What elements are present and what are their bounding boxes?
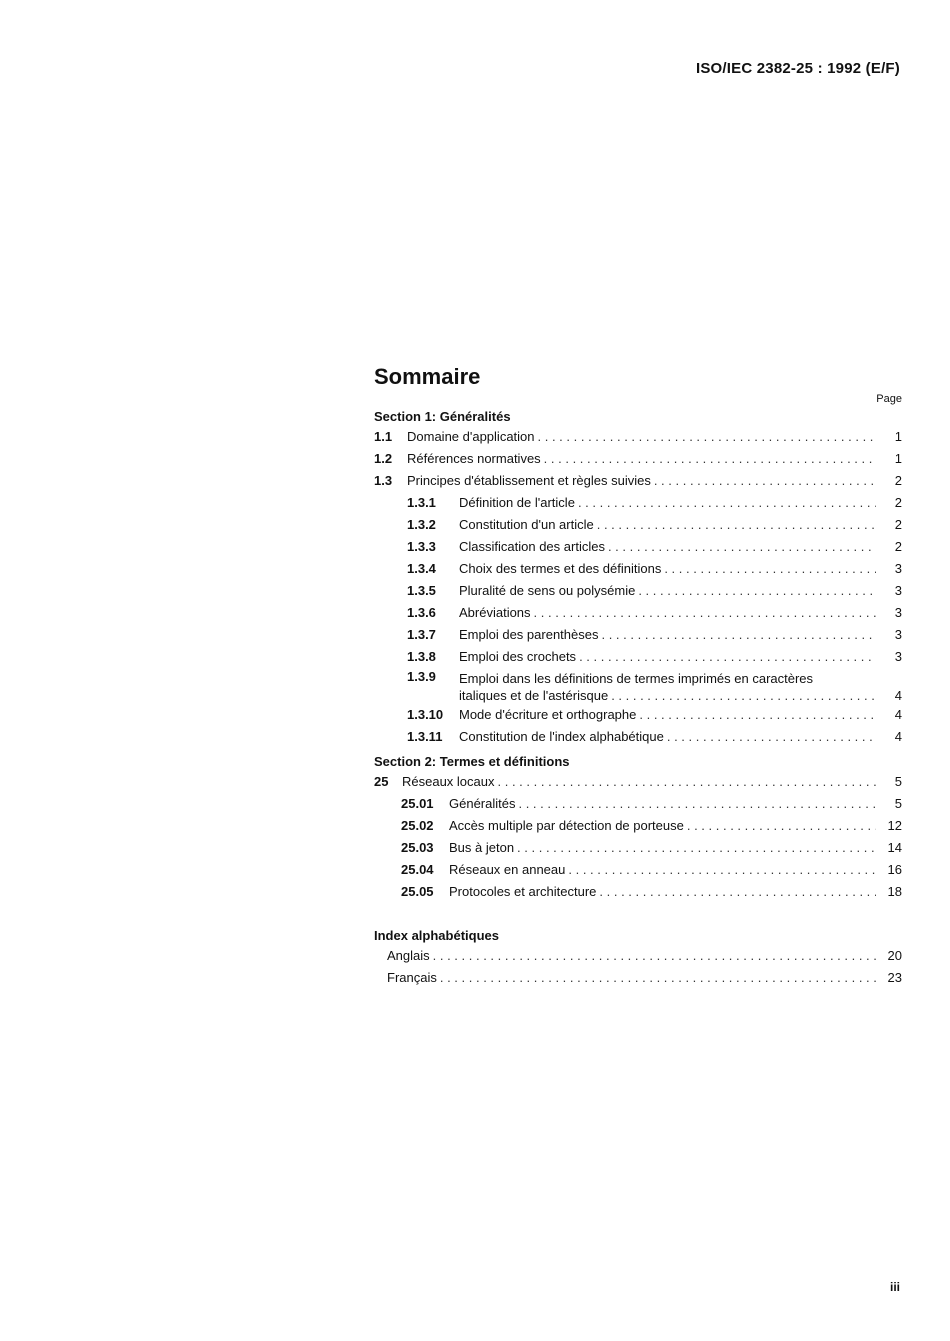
section-heading: Section 1: Généralités [374, 409, 511, 424]
toc-entry[interactable] [374, 668, 902, 704]
toc-entry[interactable] [374, 881, 902, 903]
toc-entry[interactable] [374, 815, 902, 837]
entry-page: 4 [894, 729, 902, 744]
entry-label: Anglais [387, 948, 430, 963]
dot-leader [518, 793, 876, 815]
dot-leader [599, 881, 876, 903]
entry-number: 25.03 [401, 840, 434, 855]
entry-label: Classification des articles [459, 539, 605, 554]
entry-label: Abréviations [459, 605, 531, 620]
entry-label: Bus à jeton [449, 840, 515, 855]
toc-entry[interactable] [374, 945, 902, 967]
toc-entry[interactable] [374, 448, 902, 470]
dot-leader [638, 580, 876, 602]
entry-page: 20 [887, 948, 902, 963]
entry-page: 2 [894, 495, 902, 510]
dot-leader [568, 859, 876, 881]
toc-entry[interactable] [374, 536, 902, 558]
toc-entry[interactable] [374, 859, 902, 881]
entry-number: 1.3.7 [407, 627, 436, 642]
entry-number: 25.02 [401, 818, 434, 833]
entry-page: 3 [894, 561, 902, 576]
entry-label: Références normatives [407, 451, 541, 466]
dot-leader [611, 687, 876, 704]
entry-page: 3 [894, 627, 902, 642]
dot-leader [440, 967, 876, 989]
dot-leader [498, 771, 877, 793]
section-heading: Section 2: Termes et définitions [374, 754, 570, 769]
toc-entry[interactable] [374, 602, 902, 624]
dot-leader [597, 514, 876, 536]
entry-number: 1.3.11 [407, 729, 443, 744]
entry-page: 2 [894, 473, 902, 488]
entry-page: 3 [894, 583, 902, 598]
dot-leader [601, 624, 876, 646]
toc-entry[interactable] [374, 470, 902, 492]
toc-title: Sommaire [374, 364, 481, 389]
entry-number: 25 [374, 774, 389, 789]
entry-page: 4 [894, 707, 902, 722]
toc-entry[interactable] [374, 646, 902, 668]
entry-page: 4 [894, 688, 902, 703]
dot-leader [534, 602, 876, 624]
entry-number: 25.01 [401, 796, 434, 811]
entry-number: 1.3.2 [407, 517, 436, 532]
entry-number: 1.3.6 [407, 605, 436, 620]
dot-leader [608, 536, 876, 558]
entry-page: 2 [894, 517, 902, 532]
entry-page: 1 [894, 429, 902, 444]
entry-number: 1.1 [374, 429, 393, 444]
dot-leader [667, 726, 876, 748]
entry-number: 1.3 [374, 473, 393, 488]
entry-label-line1: Emploi dans les définitions de termes imprimés en caractères [459, 671, 814, 686]
entry-number: 1.3.3 [407, 539, 436, 554]
entry-number: 1.3.4 [407, 561, 436, 576]
entry-label: Réseaux locaux [402, 774, 495, 789]
dot-leader [579, 646, 876, 668]
entry-label: Définition de l'article [459, 495, 575, 510]
entry-page: 3 [894, 649, 902, 664]
entry-page: 5 [894, 796, 902, 811]
page-column-label: Page [876, 393, 902, 405]
toc-entry[interactable] [374, 704, 902, 726]
dot-leader [578, 492, 876, 514]
entry-label: Constitution de l'index alphabétique [459, 729, 664, 744]
entry-label: Domaine d'application [407, 429, 535, 444]
entry-number: 25.04 [401, 862, 434, 877]
table-of-contents [374, 364, 902, 989]
entry-page: 3 [894, 605, 902, 620]
entry-label: Mode d'écriture et orthographe [459, 707, 637, 722]
entry-label: Emploi des crochets [459, 649, 577, 664]
entry-page: 18 [887, 884, 902, 899]
entry-page: 12 [887, 818, 902, 833]
toc-entry[interactable] [374, 726, 902, 748]
dot-leader [538, 426, 876, 448]
entry-label: Constitution d'un article [459, 517, 594, 532]
entry-label: Choix des termes et des définitions [459, 561, 662, 576]
toc-entry[interactable] [374, 793, 902, 815]
dot-leader [517, 837, 876, 859]
entry-label: Principes d'établissement et règles suivies [407, 473, 651, 488]
dot-leader [433, 945, 876, 967]
dot-leader [687, 815, 876, 837]
entry-label: Pluralité de sens ou polysémie [459, 583, 636, 598]
entry-label: Généralités [449, 796, 516, 811]
document-reference-header: ISO/IEC 2382-25 : 1992 (E/F) [695, 60, 900, 77]
entry-number: 1.3.9 [407, 669, 436, 684]
entry-label-line2: italiques et de l'astérisque [459, 688, 609, 703]
toc-entry[interactable] [374, 771, 902, 793]
entry-label: Emploi des parenthèses [459, 627, 599, 642]
toc-entry[interactable] [374, 426, 902, 448]
toc-entry[interactable] [374, 967, 902, 989]
toc-entry[interactable] [374, 492, 902, 514]
entry-label: Français [387, 970, 437, 985]
entry-number: 1.3.5 [407, 583, 436, 598]
section-heading: Index alphabétiques [374, 928, 499, 943]
entry-page: 23 [887, 970, 902, 985]
entry-page: 1 [894, 451, 902, 466]
entry-label: Accès multiple par détection de porteuse [449, 818, 684, 833]
toc-entry[interactable] [374, 514, 902, 536]
entry-number: 1.3.8 [407, 649, 436, 664]
dot-leader [654, 470, 876, 492]
toc-entry[interactable] [374, 558, 902, 580]
entry-page: 14 [887, 840, 902, 855]
dot-leader [639, 704, 876, 726]
entry-page: 5 [894, 774, 902, 789]
toc-entry[interactable] [374, 837, 902, 859]
entry-label: Réseaux en anneau [449, 862, 566, 877]
entry-page: 16 [887, 862, 902, 877]
dot-leader [664, 558, 876, 580]
entry-number: 1.3.10 [407, 707, 444, 722]
toc-entry[interactable] [374, 624, 902, 646]
toc-entry[interactable] [374, 580, 902, 602]
entry-number: 25.05 [401, 884, 434, 899]
page-folio: iii [889, 1280, 900, 1294]
entry-page: 2 [894, 539, 902, 554]
entry-label: Protocoles et architecture [449, 884, 597, 899]
dot-leader [544, 448, 876, 470]
entry-number: 1.3.1 [407, 495, 436, 510]
entry-number: 1.2 [374, 451, 393, 466]
